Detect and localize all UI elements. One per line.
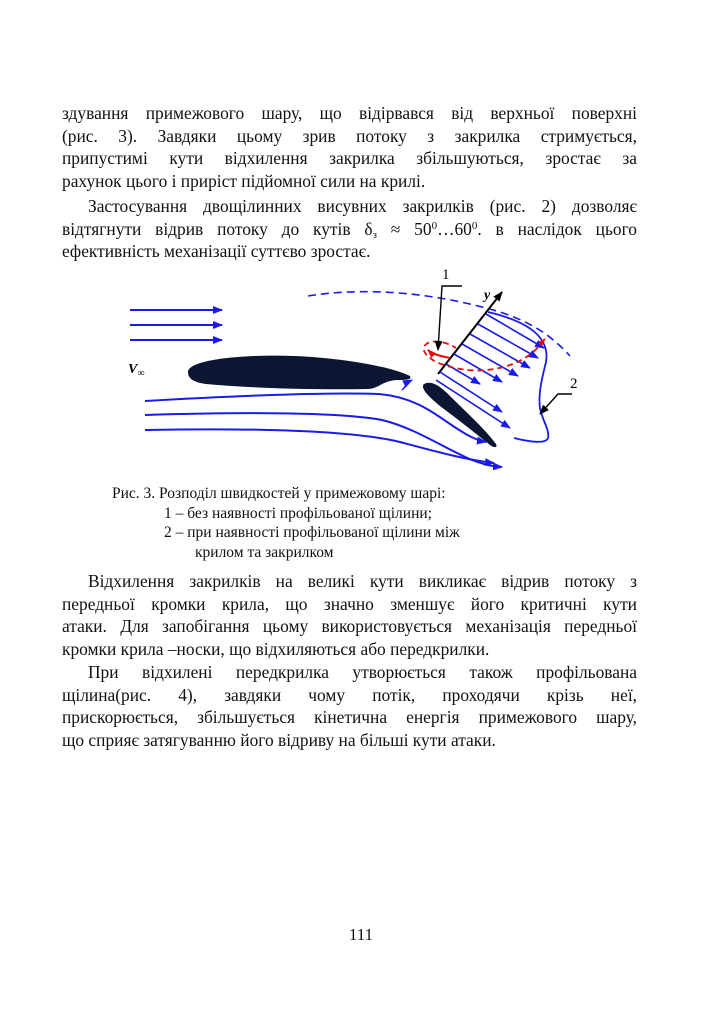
delta-subscript: з [372, 228, 377, 241]
label-1: 1 [442, 267, 450, 283]
paragraph-3 [62, 570, 637, 660]
velocity-vector [470, 334, 530, 368]
leader-line-2 [540, 394, 572, 414]
text-line: рахунок цього і приріст підйомної сили на крилі. [62, 170, 426, 191]
formula-range: …60 [437, 218, 472, 239]
paragraph-4 [62, 661, 637, 751]
reverse-flow-arrow [428, 350, 450, 358]
degree-superscript: 0 [431, 219, 438, 232]
text-line-formula [62, 218, 637, 241]
text-line: здування примежового шару, що відірвався від верхньої поверхні [62, 103, 637, 123]
velocity-vector [462, 344, 518, 376]
caption-item-1: 1 – без наявності профільованої щілини; [164, 504, 432, 522]
velocity-vector [486, 314, 544, 348]
slot-flow-line [402, 380, 412, 390]
text-line: Відхилення закрилків на великі кути викликає відрив потоку з [88, 571, 637, 591]
text-line: кромки крила –носки, що відхиляються або передкрилки. [62, 638, 490, 659]
paragraph-1 [62, 102, 637, 192]
formula-suffix: . в наслідок цього [477, 218, 637, 239]
formula-approx: ≈ 50 [376, 218, 432, 239]
text-line: атаки. Для запобігання цьому використовується механізація передньої [62, 616, 637, 636]
flap-profile [423, 383, 497, 447]
figure-caption [112, 484, 460, 562]
velocity-vector [454, 354, 502, 382]
leader-line-1 [438, 286, 462, 350]
text-line: припустимі кути відхилення закрилка збільшуються, зростає за [62, 148, 637, 168]
text-line: прискорюється, збільшується кінетична енергія примежового шару, [62, 707, 637, 727]
caption-title: Рис. 3. Розподіл швидкостей у примежовому шарі: [112, 485, 446, 502]
caption-item-2: 2 – при наявності профільованої щілини між [164, 524, 460, 541]
page-number: 111 [348, 925, 374, 944]
velocity-profile-slot [488, 312, 548, 442]
y-axis-label: y [484, 288, 491, 303]
text-line: передньої кромки крила, що значно зменшує його критичні кути [62, 593, 637, 614]
label-2: 2 [570, 376, 578, 392]
flow-line [145, 413, 502, 467]
text-line: щілина(рис. 4), завдяки чому потік, проходячи крізь неї, [62, 684, 637, 705]
wing-profile [188, 356, 410, 390]
caption-item-2-continued: крилом та закрилком [195, 543, 334, 561]
paragraph-2 [62, 195, 637, 263]
boundary-layer-figure [110, 262, 610, 477]
text-line: Застосування двощілинних висувних закрилків (рис. 2) дозволяє [88, 196, 637, 216]
degree-superscript: 0 [471, 219, 478, 232]
text-line: що сприяє затягуванню його відриву на більші кути атаки. [62, 729, 496, 750]
formula-prefix: відтягнути відрив потоку до кутів δ [62, 218, 373, 239]
v-infinity-label: $V_\infty$ [128, 362, 145, 379]
text-line: ефективність механізації суттєво зростає. [62, 241, 371, 261]
text-line: При відхилені передкрилка утворюється також профільована [88, 662, 637, 682]
text-line: (рис. 3). Завдяки цьому зрив потоку з закрилка стримується, [62, 125, 637, 146]
